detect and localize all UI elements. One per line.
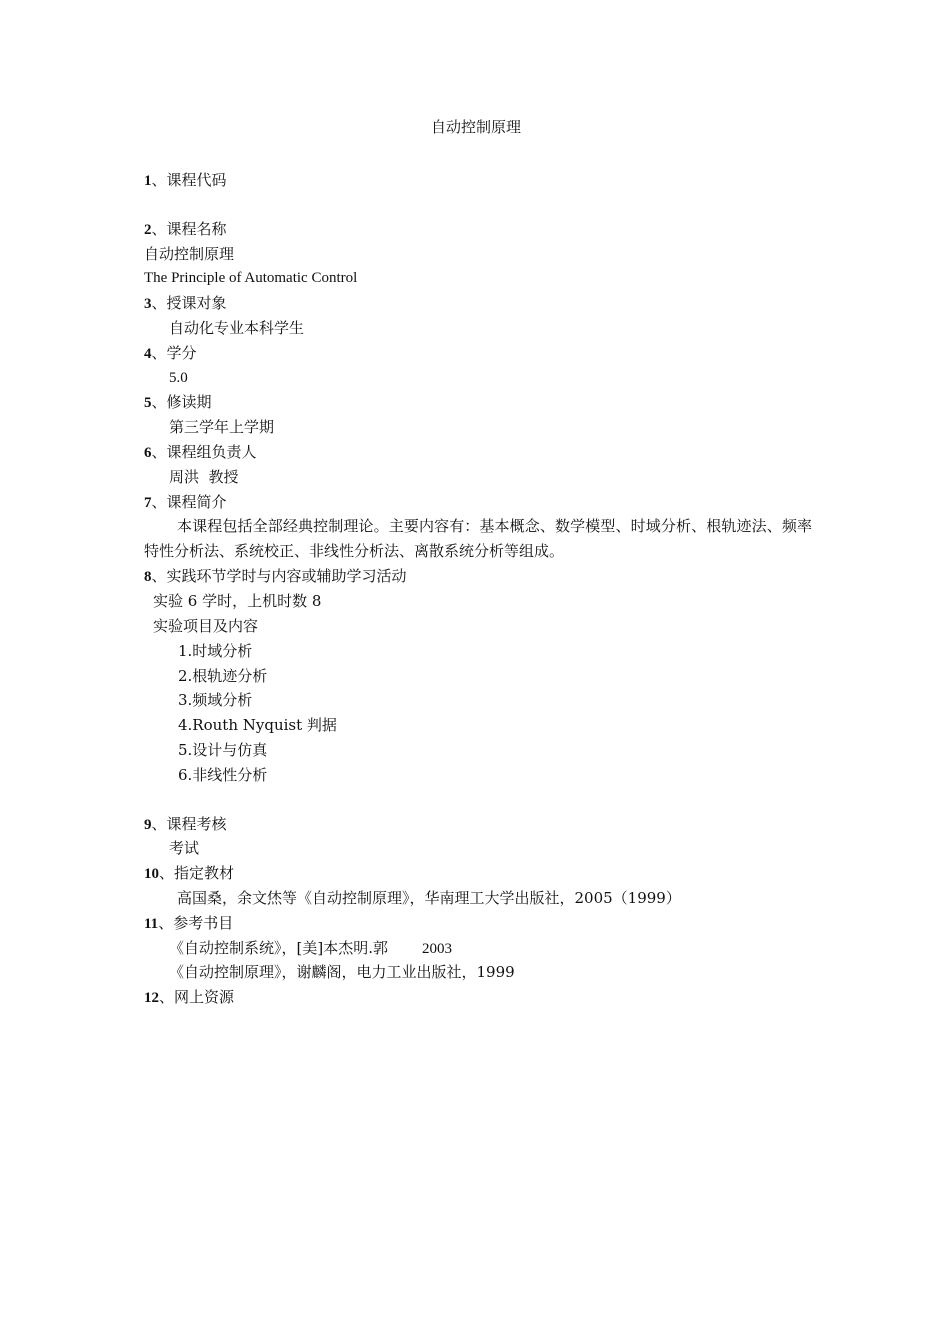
- assessment-value: 考试: [169, 839, 200, 858]
- intro-paragraph: 本课程包括全部经典控制理论。主要内容有：基本概念、数学模型、时域分析、根轨迹法、频率特性分析法、系统校正、非线性分析法、离散系统分析等组成。: [144, 517, 812, 561]
- section-heading-references: [144, 911, 824, 936]
- section-separator: 、: [151, 492, 167, 511]
- section-label: 授课对象: [166, 294, 227, 313]
- list-item: 3.频域分析: [178, 691, 253, 710]
- section-separator: 、: [151, 814, 167, 833]
- section-label: 课程名称: [166, 219, 227, 238]
- practice-items-label: 实验项目及内容: [153, 616, 259, 635]
- section-separator: 、: [151, 294, 167, 313]
- section-label: 参考书目: [173, 913, 234, 932]
- section-heading-lead: [144, 440, 824, 465]
- section-heading-course-code: [144, 168, 824, 193]
- section-number: 12: [144, 990, 159, 1007]
- list-item: 4.Routh Nyquist 判据: [178, 716, 337, 735]
- section-heading-audience: [144, 291, 824, 316]
- section-heading-textbook: [144, 861, 824, 886]
- document-body: [144, 168, 824, 1010]
- section-number: 1: [144, 173, 152, 189]
- reference-item: [144, 936, 824, 961]
- section-heading-practice: [144, 564, 824, 589]
- section-heading-term: [144, 390, 824, 415]
- section-label: 课程代码: [166, 171, 227, 189]
- section-separator: 、: [151, 442, 167, 461]
- audience-value: 自动化专业本科学生: [169, 318, 305, 337]
- section-heading-intro: [144, 490, 824, 515]
- section-heading-assessment: [144, 812, 824, 837]
- section-separator: 、: [151, 567, 167, 586]
- section-number: 4: [144, 345, 152, 362]
- textbook-value: 高国桑，余文烋等《自动控制原理》，华南理工大学出版社，2005（1999）: [177, 888, 681, 907]
- list-item: 2.根轨迹分析: [178, 666, 268, 685]
- section-separator: 、: [159, 864, 175, 883]
- course-name-cn: 自动控制原理: [144, 244, 235, 263]
- practice-hours: 实验 6 学时，上机时数 8: [153, 592, 322, 611]
- list-item: 1.时域分析: [178, 641, 253, 660]
- section-number: 9: [144, 816, 152, 833]
- section-heading-online-resources: [144, 985, 824, 1010]
- section-separator: 、: [151, 219, 167, 238]
- term-value: 第三学年上学期: [169, 418, 275, 437]
- section-number: 11: [144, 915, 159, 932]
- section-label: 学分: [166, 343, 197, 362]
- section-number: 7: [144, 494, 152, 511]
- section-number: 3: [144, 296, 152, 313]
- list-item: 5.设计与仿真: [178, 740, 268, 759]
- reference-year: 2003: [421, 940, 452, 957]
- credits-value: 5.0: [169, 369, 188, 386]
- document-title: 自动控制原理: [430, 118, 521, 136]
- section-heading-credits: [144, 341, 824, 366]
- section-label: 实践环节学时与内容或辅助学习活动: [166, 567, 407, 586]
- section-label: 修读期: [166, 393, 212, 412]
- section-label: 指定教材: [174, 864, 235, 883]
- blank-line: [144, 788, 824, 812]
- section-heading-course-name: [144, 217, 824, 242]
- section-number: 8: [144, 569, 152, 586]
- section-number: 2: [144, 221, 152, 238]
- section-label: 课程组负责人: [166, 442, 257, 461]
- section-separator: 、: [151, 171, 167, 189]
- section-separator: 、: [158, 913, 174, 932]
- section-label: 网上资源: [174, 988, 235, 1007]
- blank-line: [144, 193, 824, 217]
- course-name-en: The Principle of Automatic Control: [144, 270, 358, 287]
- section-number: 6: [144, 444, 152, 461]
- section-separator: 、: [151, 343, 167, 362]
- section-label: 课程考核: [166, 814, 227, 833]
- list-item: 6.非线性分析: [178, 765, 268, 784]
- section-label: 课程简介: [166, 492, 227, 511]
- section-separator: 、: [159, 988, 175, 1007]
- section-number: 10: [144, 866, 159, 883]
- reference-item: 《自动控制原理》，谢麟阁，电力工业出版社，1999: [169, 963, 515, 982]
- lead-value: 周洪 教授: [169, 467, 239, 486]
- section-separator: 、: [151, 393, 167, 412]
- section-number: 5: [144, 395, 152, 412]
- reference-text: 《自动控制系统》，[美]本杰明.郭: [169, 938, 388, 957]
